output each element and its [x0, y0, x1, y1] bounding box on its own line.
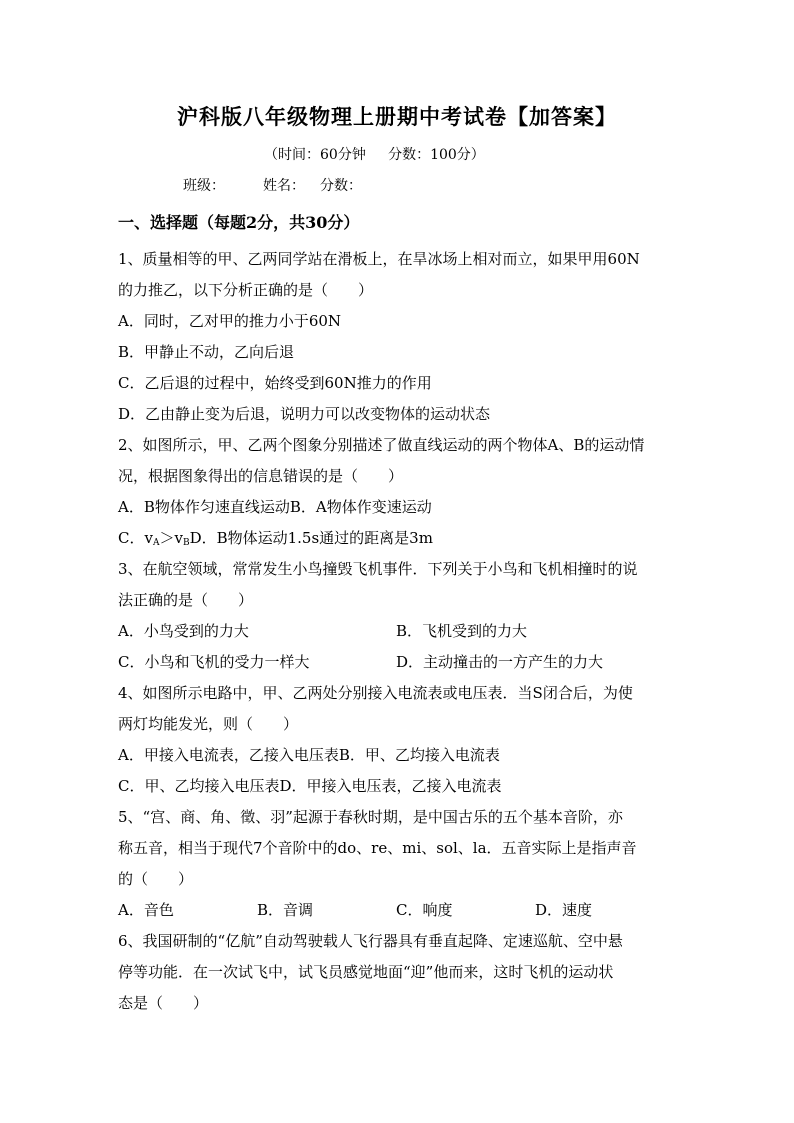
q4-option-cd: C．甲、乙均接入电压表D．甲接入电压表，乙接入电流表 — [118, 777, 502, 795]
section-heading: 一、选择题（每题2分，共30分） — [118, 213, 360, 232]
q2-option-ab: A．B物体作匀速直线运动B．A物体作变速运动 — [118, 498, 432, 516]
page-title: 沪科版八年级物理上册期中考试卷【加答案】 — [177, 104, 617, 129]
q5-option-d: D．速度 — [535, 901, 593, 919]
q6-stem-line3: 态是（ ） — [118, 994, 209, 1012]
q1-option-a: A．同时，乙对甲的推力小于60N — [118, 312, 342, 330]
q2-sub-b: B — [182, 538, 190, 548]
name-label: 姓名： — [263, 178, 305, 194]
q2-option-d: D．B物体运动1.5s通过的距离是3m — [189, 529, 433, 547]
q3-stem-line1: 3、在航空领域，常常发生小鸟撞毁飞机事件．下列关于小鸟和飞机相撞时的说 — [118, 560, 638, 578]
q2-sub-a: A — [152, 538, 160, 548]
q1-option-c: C．乙后退的过程中，始终受到60N推力的作用 — [118, 374, 432, 392]
q2-option-c-prefix: C．v — [118, 529, 153, 547]
class-label: 班级： — [183, 178, 225, 194]
q5-option-a: A．音色 — [118, 901, 174, 919]
score-label: 分数： — [320, 178, 362, 194]
q5-option-b: B．音调 — [257, 901, 314, 919]
q5-stem-line2: 称五音，相当于现代7个音阶中的do、re、mi、sol、la．五音实际上是指声音 — [118, 839, 637, 857]
q1-option-d: D．乙由静止变为后退，说明力可以改变物体的运动状态 — [118, 405, 491, 423]
q3-option-c: C．小鸟和飞机的受力一样大 — [118, 653, 310, 671]
q3-option-a: A．小鸟受到的力大 — [118, 622, 249, 640]
q4-stem-line1: 4、如图所示电路中，甲、乙两处分别接入电流表或电压表．当S闭合后，为使 — [118, 684, 633, 702]
q2-option-c-mid: ＞v — [159, 529, 183, 547]
q4-stem-line2: 两灯均能发光，则（ ） — [118, 715, 299, 733]
q2-stem-line2: 况，根据图象得出的信息错误的是（ ） — [118, 467, 404, 485]
q1-stem-line1: 1、质量相等的甲、乙两同学站在滑板上，在旱冰场上相对而立，如果甲用60N — [118, 250, 640, 268]
q3-option-d: D．主动撞击的一方产生的力大 — [396, 653, 604, 671]
q5-option-c: C．响度 — [396, 901, 453, 919]
q3-stem-line2: 法正确的是（ ） — [118, 591, 254, 609]
q4-option-ab: A．甲接入电流表，乙接入电压表B．甲、乙均接入电流表 — [118, 746, 500, 764]
q6-stem-line2: 停等功能．在一次试飞中，试飞员感觉地面“迎”他而来，这时飞机的运动状 — [118, 963, 614, 981]
exam-time-score: （时间：60分钟 分数：100分） — [264, 147, 485, 163]
q2-stem-line1: 2、如图所示，甲、乙两个图象分别描述了做直线运动的两个物体A、B的运动情 — [118, 436, 645, 454]
q5-stem-line1: 5、“宫、商、角、徵、羽”起源于春秋时期，是中国古乐的五个基本音阶，亦 — [118, 808, 623, 826]
q1-stem-line2: 的力推乙，以下分析正确的是（ ） — [118, 281, 374, 299]
q2-option-cd — [118, 527, 433, 548]
q5-stem-line3: 的（ ） — [118, 870, 194, 888]
q3-option-b: B．飞机受到的力大 — [396, 622, 528, 640]
q1-option-b: B．甲静止不动，乙向后退 — [118, 343, 295, 361]
q6-stem-line1: 6、我国研制的“亿航”自动驾驶载人飞行器具有垂直起降、定速巡航、空中悬 — [118, 932, 623, 950]
